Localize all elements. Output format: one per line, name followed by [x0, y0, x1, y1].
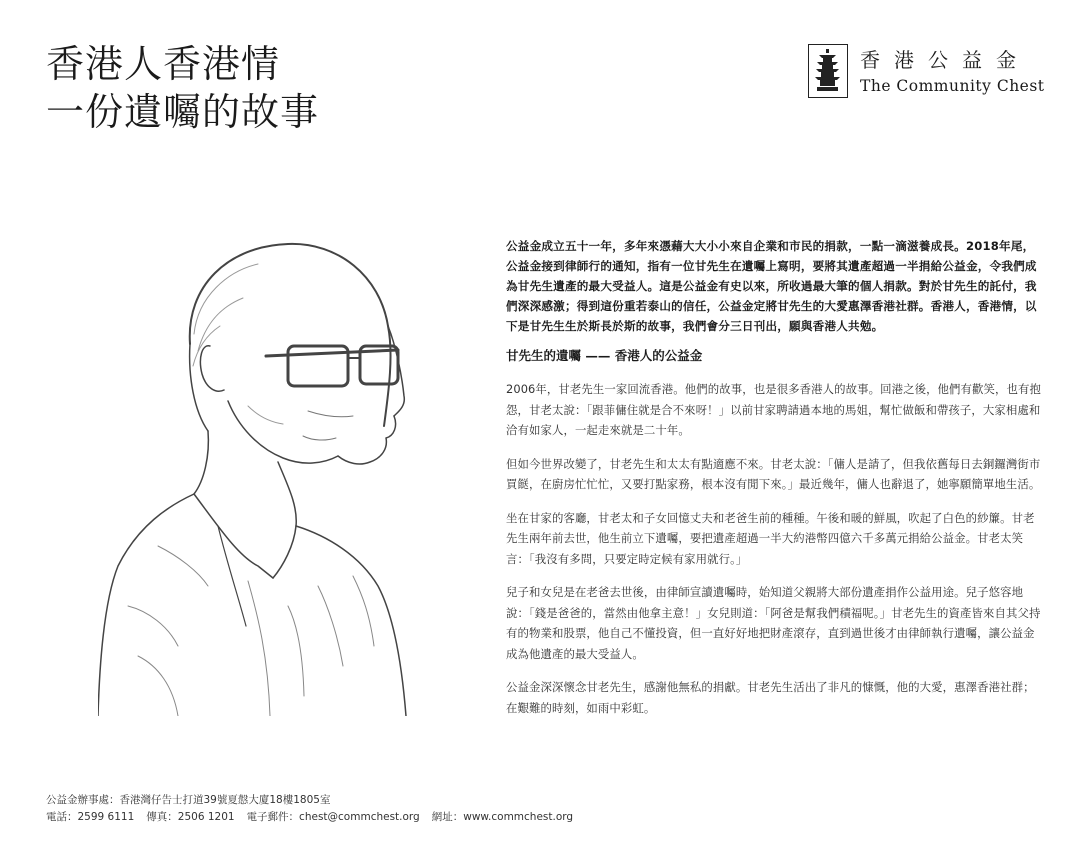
- article-paragraph-5: 公益金深深懷念甘老先生，感謝他無私的捐獻。甘老先生活出了非凡的慷慨，他的大愛，惠澤香港社群；在艱難的時刻，如雨中彩虹。: [506, 680, 1035, 715]
- phone-number: 電話：2599 6111: [46, 811, 135, 823]
- article-paragraph-1: 2006年，甘老先生一家回流香港。他們的故事，也是很多香港人的故事。回港之後，他們有歡笑，也有抱怨，甘老太說：「跟菲傭住就是合不來呀！」以前甘家聘請過本地的馬姐，幫忙做飯和帶孩子，大家相處和洽有如家人，一起走來就是二十年。: [506, 382, 1041, 437]
- office-address: 公益金辦事處：香港灣仔告士打道39號夏慤大廈18樓1805室: [46, 794, 331, 806]
- intro-section: [506, 236, 1044, 336]
- logo-english-name: The Community Chest: [860, 77, 1045, 95]
- website-address: 網址：www.commchest.org: [431, 811, 574, 823]
- fax-number: 傳真：2506 1201: [146, 811, 235, 823]
- article-subheading: 甘先生的遺囑 —— 香港人的公益金: [506, 348, 703, 363]
- contact-line: [46, 809, 585, 826]
- headline-line-1: 香港人香港情: [46, 42, 281, 86]
- headline-line-2: 一份遺囑的故事: [46, 90, 320, 134]
- portrait-illustration: [98, 226, 410, 716]
- intro-paragraph: 公益金成立五十一年，多年來憑藉大大小小來自企業和市民的捐款，一點一滴滋養成長。2018年尾，公益金接到律師行的通知，指有一位甘先生在遺囑上寫明，要將其遺產超過一半捐給公益金，令我們成為甘先生遺產的最大受益人。這是公益金有史以來，所收過最大筆的個人捐款。對於甘先生的託付，我們深深感激；得到這份重若泰山的信任，公益金定將甘先生的大愛惠澤香港社群。香港人，香港情，以下是甘先生生於斯長於斯的故事，我們會分三日刊出，願與香港人共勉。: [506, 239, 1037, 333]
- logo-chinese-name: 香港公益金: [860, 48, 1030, 72]
- article-paragraph-2: 但如今世界改變了，甘老先生和太太有點適應不來。甘老太說：「傭人是請了，但我依舊每日去銅鑼灣街市買餸，在廚房忙忙忙，又要打點家務，根本沒有閒下來。」最近幾年，傭人也辭退了，她寧願簡單地生活。: [506, 456, 1041, 491]
- headline: [46, 40, 319, 136]
- article-column: [506, 236, 1044, 718]
- article-paragraph-3: 坐在甘家的客廳，甘老太和子女回憶丈夫和老爸生前的種種。午後和暖的鮮風，吹起了白色的紗簾。甘老先生兩年前去世，他生前立下遺囑，要把遺產超過一半大約港幣四億六千多萬元捐給公益金。甘老太笑言：「我沒有多問，只要定時定候有家用就行。」: [506, 510, 1035, 566]
- pagoda-icon: [808, 44, 848, 98]
- article-paragraph-4: 兒子和女兒是在老爸去世後，由律師宣讀遺囑時，始知道父親將大部份遺產捐作公益用途。兒子悠容地說：「錢是爸爸的，當然由他拿主意！」女兒則道：「阿爸是幫我們積福呢。」甘老先生的資產皆來自其父持有的物業和股票，他自己不懂投資，但一直好好地把財產滾存，直到過世後才由律師執行遺囑，讓公益金成為他遺產的最大受益人。: [506, 585, 1041, 661]
- contact-footer: [46, 792, 585, 826]
- email-address: 電子郵件：chest@commchest.org: [246, 811, 420, 823]
- community-chest-logo: [808, 44, 1045, 104]
